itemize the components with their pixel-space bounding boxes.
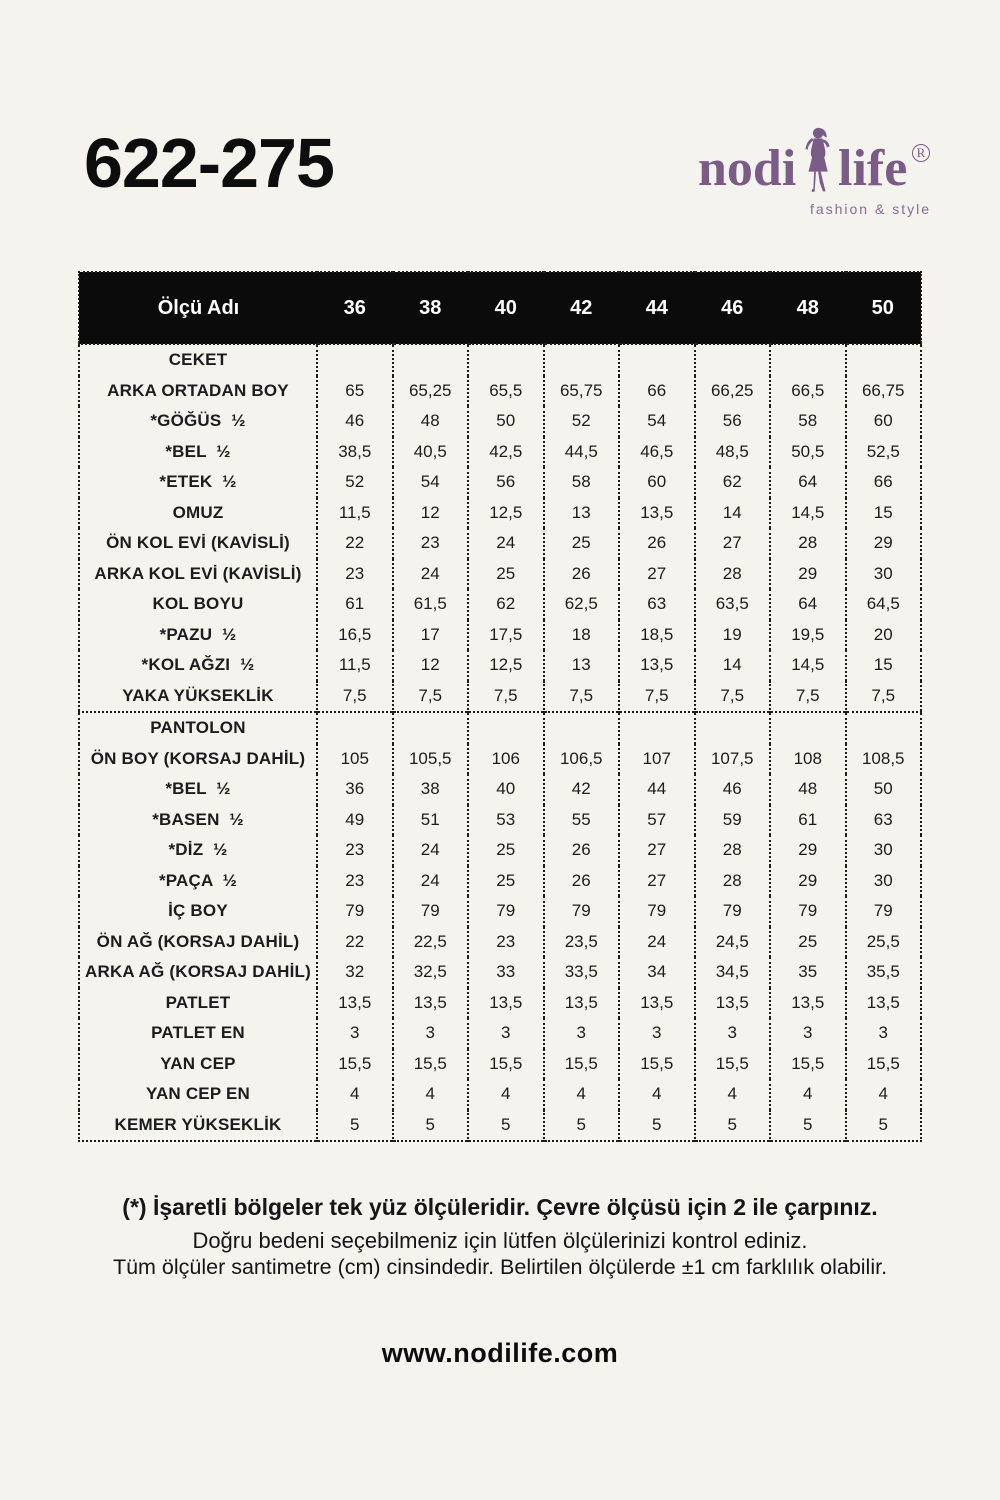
row-value: 23	[393, 528, 469, 559]
empty-cell	[544, 712, 620, 744]
table-row	[79, 988, 921, 1019]
row-value: 105	[317, 744, 393, 775]
row-value: 22	[317, 528, 393, 559]
row-value: 28	[695, 559, 771, 590]
row-value: 29	[770, 835, 846, 866]
row-value: 13,5	[770, 988, 846, 1019]
row-value: 5	[393, 1110, 469, 1142]
row-value: 60	[846, 406, 922, 437]
page-title: 622-275	[84, 124, 334, 202]
row-value: 7,5	[695, 681, 771, 713]
note-units-tolerance: Tüm ölçüler santimetre (cm) cinsindedir. Belirtilen ölçülerde ±1 cm farklılık olabilir.	[112, 1255, 888, 1279]
row-value: 23,5	[544, 927, 620, 958]
row-value: 13	[544, 650, 620, 681]
row-value: 14,5	[770, 650, 846, 681]
row-value: 38	[393, 774, 469, 805]
row-value: 24	[393, 866, 469, 897]
empty-cell	[544, 344, 620, 376]
row-value: 65	[317, 376, 393, 407]
row-value: 20	[846, 620, 922, 651]
empty-cell	[695, 712, 771, 744]
row-value: 5	[544, 1110, 620, 1142]
section-title-row	[79, 344, 921, 376]
row-value: 34	[619, 957, 695, 988]
row-value: 52	[317, 467, 393, 498]
header-size-36: 36	[317, 272, 393, 344]
row-value: 17	[393, 620, 469, 651]
row-value: 53	[468, 805, 544, 836]
row-value: 23	[317, 559, 393, 590]
row-value: 13,5	[317, 988, 393, 1019]
row-value: 15,5	[846, 1049, 922, 1080]
row-value: 24,5	[695, 927, 771, 958]
table-row	[79, 1049, 921, 1080]
row-value: 13	[544, 498, 620, 529]
note-check-measurements: Doğru bedeni seçebilmeniz için lütfen ölçülerinizi kontrol ediniz.	[192, 1228, 808, 1253]
header-size-42: 42	[544, 272, 620, 344]
row-value: 79	[695, 896, 771, 927]
row-value: 79	[770, 896, 846, 927]
row-value: 11,5	[317, 498, 393, 529]
row-value: 34,5	[695, 957, 771, 988]
row-label: ÖN AĞ (KORSAJ DAHİL)	[96, 931, 300, 951]
row-value: 30	[846, 866, 922, 897]
row-value: 15,5	[544, 1049, 620, 1080]
row-value: 44	[619, 774, 695, 805]
row-value: 52,5	[846, 437, 922, 468]
row-value: 12,5	[468, 498, 544, 529]
row-value: 7,5	[468, 681, 544, 713]
row-value: 30	[846, 559, 922, 590]
row-value: 40	[468, 774, 544, 805]
row-value: 19,5	[770, 620, 846, 651]
header-size-50: 50	[846, 272, 922, 344]
row-value: 62	[468, 589, 544, 620]
row-value: 5	[770, 1110, 846, 1142]
table-row	[79, 467, 921, 498]
row-value: 55	[544, 805, 620, 836]
row-value: 5	[317, 1110, 393, 1142]
row-label: *PAÇA ½	[158, 870, 238, 890]
row-value: 5	[846, 1110, 922, 1142]
row-value: 27	[619, 866, 695, 897]
row-value: 18,5	[619, 620, 695, 651]
row-value: 7,5	[846, 681, 922, 713]
row-value: 40,5	[393, 437, 469, 468]
row-value: 7,5	[770, 681, 846, 713]
empty-cell	[468, 712, 544, 744]
header-size-44: 44	[619, 272, 695, 344]
row-value: 42,5	[468, 437, 544, 468]
row-label: YAN CEP	[160, 1053, 236, 1073]
empty-cell	[317, 344, 393, 376]
row-value: 106,5	[544, 744, 620, 775]
table-row	[79, 589, 921, 620]
row-value: 57	[619, 805, 695, 836]
row-value: 18	[544, 620, 620, 651]
row-value: 64	[770, 467, 846, 498]
row-value: 35	[770, 957, 846, 988]
row-value: 25	[544, 528, 620, 559]
row-value: 12	[393, 650, 469, 681]
empty-cell	[770, 712, 846, 744]
row-value: 29	[770, 559, 846, 590]
row-value: 56	[695, 406, 771, 437]
row-label: *GÖĞÜS ½	[150, 411, 246, 431]
row-label: İÇ BOY	[168, 901, 228, 921]
section-title: PANTOLON	[79, 712, 317, 744]
row-value: 22	[317, 927, 393, 958]
row-value: 15,5	[393, 1049, 469, 1080]
size-table-body	[79, 344, 921, 1141]
row-value: 60	[619, 467, 695, 498]
row-value: 50	[468, 406, 544, 437]
row-value: 24	[393, 835, 469, 866]
row-value: 79	[317, 896, 393, 927]
row-value: 66,75	[846, 376, 922, 407]
brand-logo	[698, 122, 933, 217]
row-value: 28	[770, 528, 846, 559]
row-value: 15,5	[770, 1049, 846, 1080]
row-value: 15,5	[468, 1049, 544, 1080]
row-label: YAN CEP EN	[145, 1084, 251, 1104]
woman-silhouette-icon	[801, 127, 837, 197]
row-label: *PAZU ½	[159, 624, 237, 644]
row-label: ARKA AĞ (KORSAJ DAHİL)	[84, 962, 312, 982]
header-size-40: 40	[468, 272, 544, 344]
row-value: 30	[846, 835, 922, 866]
row-value: 27	[619, 559, 695, 590]
row-label: *DİZ ½	[168, 840, 228, 860]
row-value: 13,5	[846, 988, 922, 1019]
row-value: 64	[770, 589, 846, 620]
empty-cell	[468, 344, 544, 376]
row-value: 24	[393, 559, 469, 590]
row-value: 50	[846, 774, 922, 805]
row-value: 79	[393, 896, 469, 927]
row-value: 61,5	[393, 589, 469, 620]
table-row	[79, 559, 921, 590]
row-value: 46	[695, 774, 771, 805]
row-value: 4	[619, 1079, 695, 1110]
row-value: 14	[695, 650, 771, 681]
row-value: 52	[544, 406, 620, 437]
row-value: 26	[544, 559, 620, 590]
row-value: 63	[619, 589, 695, 620]
row-value: 66	[846, 467, 922, 498]
row-value: 32,5	[393, 957, 469, 988]
empty-cell	[619, 712, 695, 744]
row-label: KEMER YÜKSEKLİK	[114, 1114, 282, 1134]
row-value: 14,5	[770, 498, 846, 529]
section-title-row	[79, 712, 921, 744]
row-value: 13,5	[619, 650, 695, 681]
row-value: 7,5	[317, 681, 393, 713]
table-row	[79, 681, 921, 713]
empty-cell	[619, 344, 695, 376]
row-value: 13,5	[468, 988, 544, 1019]
row-label: *KOL AĞZI ½	[141, 655, 255, 675]
empty-cell	[770, 344, 846, 376]
row-label: ARKA KOL EVİ (KAVİSLİ)	[94, 563, 302, 583]
empty-cell	[846, 712, 922, 744]
row-value: 61	[770, 805, 846, 836]
row-label: *ETEK ½	[159, 472, 237, 492]
row-value: 107,5	[695, 744, 771, 775]
empty-cell	[695, 344, 771, 376]
table-row	[79, 1018, 921, 1049]
row-value: 58	[770, 406, 846, 437]
row-value: 49	[317, 805, 393, 836]
row-value: 4	[317, 1079, 393, 1110]
row-value: 27	[695, 528, 771, 559]
row-value: 36	[317, 774, 393, 805]
website-url: www.nodilife.com	[381, 1338, 619, 1368]
table-row	[79, 896, 921, 927]
row-value: 25	[468, 866, 544, 897]
empty-cell	[846, 344, 922, 376]
row-value: 35,5	[846, 957, 922, 988]
row-value: 108,5	[846, 744, 922, 775]
row-value: 3	[468, 1018, 544, 1049]
row-value: 25	[468, 835, 544, 866]
empty-cell	[393, 344, 469, 376]
row-value: 65,5	[468, 376, 544, 407]
row-value: 3	[695, 1018, 771, 1049]
row-value: 64,5	[846, 589, 922, 620]
row-value: 66,5	[770, 376, 846, 407]
row-value: 4	[846, 1079, 922, 1110]
row-value: 63	[846, 805, 922, 836]
row-value: 5	[468, 1110, 544, 1142]
row-value: 15	[846, 498, 922, 529]
row-value: 32	[317, 957, 393, 988]
row-value: 25	[770, 927, 846, 958]
row-value: 3	[544, 1018, 620, 1049]
row-value: 11,5	[317, 650, 393, 681]
row-value: 3	[317, 1018, 393, 1049]
row-value: 79	[619, 896, 695, 927]
row-value: 25,5	[846, 927, 922, 958]
row-value: 106	[468, 744, 544, 775]
row-value: 27	[619, 835, 695, 866]
row-value: 108	[770, 744, 846, 775]
brand-nodi-text: nodi	[698, 140, 797, 197]
row-value: 22,5	[393, 927, 469, 958]
row-value: 25	[468, 559, 544, 590]
row-value: 28	[695, 835, 771, 866]
registered-trademark-icon: R	[912, 144, 930, 162]
row-value: 13,5	[544, 988, 620, 1019]
table-row	[79, 957, 921, 988]
row-label: KOL BOYU	[152, 594, 244, 614]
row-value: 23	[317, 835, 393, 866]
table-row	[79, 774, 921, 805]
row-value: 24	[619, 927, 695, 958]
table-row	[79, 866, 921, 897]
row-label: PATLET EN	[151, 1023, 245, 1043]
table-row	[79, 498, 921, 529]
row-value: 4	[544, 1079, 620, 1110]
row-value: 48	[770, 774, 846, 805]
row-value: 79	[468, 896, 544, 927]
row-value: 44,5	[544, 437, 620, 468]
row-value: 61	[317, 589, 393, 620]
row-value: 48	[393, 406, 469, 437]
table-row	[79, 376, 921, 407]
row-value: 46	[317, 406, 393, 437]
row-value: 79	[544, 896, 620, 927]
row-value: 26	[619, 528, 695, 559]
row-label: ÖN BOY (KORSAJ DAHİL)	[90, 748, 306, 768]
row-value: 26	[544, 866, 620, 897]
row-value: 62,5	[544, 589, 620, 620]
row-value: 28	[695, 866, 771, 897]
row-value: 50,5	[770, 437, 846, 468]
row-label: ARKA ORTADAN BOY	[107, 380, 289, 400]
header-measure-label: Ölçü Adı	[79, 272, 317, 344]
row-label: *BEL ½	[165, 441, 231, 461]
header-row	[79, 272, 921, 344]
row-value: 105,5	[393, 744, 469, 775]
row-value: 65,75	[544, 376, 620, 407]
row-label: *BEL ½	[165, 779, 231, 799]
row-value: 3	[770, 1018, 846, 1049]
table-row	[79, 1079, 921, 1110]
note-asterisk-explanation: (*) İşaretli bölgeler tek yüz ölçüleridir. Çevre ölçüsü için 2 ile çarpınız.	[122, 1194, 878, 1220]
row-value: 17,5	[468, 620, 544, 651]
table-row	[79, 744, 921, 775]
table-row	[79, 835, 921, 866]
row-label: PATLET	[165, 992, 231, 1012]
header-size-38: 38	[393, 272, 469, 344]
brand-life-text: life	[838, 140, 908, 197]
row-value: 79	[846, 896, 922, 927]
row-value: 3	[619, 1018, 695, 1049]
row-value: 5	[619, 1110, 695, 1142]
row-value: 5	[695, 1110, 771, 1142]
row-value: 15	[846, 650, 922, 681]
brand-tagline: fashion & style	[809, 201, 931, 217]
row-value: 4	[770, 1079, 846, 1110]
row-value: 38,5	[317, 437, 393, 468]
row-value: 24	[468, 528, 544, 559]
row-value: 62	[695, 467, 771, 498]
row-value: 29	[846, 528, 922, 559]
header-size-46: 46	[695, 272, 771, 344]
row-label: YAKA YÜKSEKLİK	[122, 685, 274, 705]
table-row	[79, 620, 921, 651]
row-value: 13,5	[695, 988, 771, 1019]
row-value: 7,5	[544, 681, 620, 713]
row-value: 54	[393, 467, 469, 498]
row-value: 66	[619, 376, 695, 407]
row-value: 15,5	[317, 1049, 393, 1080]
row-value: 54	[619, 406, 695, 437]
table-row	[79, 1110, 921, 1142]
row-value: 19	[695, 620, 771, 651]
row-value: 4	[695, 1079, 771, 1110]
row-value: 13,5	[619, 988, 695, 1019]
size-table-header	[79, 272, 921, 344]
row-value: 58	[544, 467, 620, 498]
header-size-48: 48	[770, 272, 846, 344]
row-value: 42	[544, 774, 620, 805]
row-value: 4	[468, 1079, 544, 1110]
row-value: 29	[770, 866, 846, 897]
row-value: 7,5	[393, 681, 469, 713]
row-value: 23	[468, 927, 544, 958]
table-row	[79, 927, 921, 958]
row-value: 23	[317, 866, 393, 897]
row-value: 107	[619, 744, 695, 775]
row-value: 33,5	[544, 957, 620, 988]
row-value: 3	[393, 1018, 469, 1049]
row-value: 48,5	[695, 437, 771, 468]
row-value: 7,5	[619, 681, 695, 713]
row-value: 15,5	[695, 1049, 771, 1080]
table-row	[79, 528, 921, 559]
size-table	[78, 271, 922, 1142]
table-row	[79, 650, 921, 681]
empty-cell	[317, 712, 393, 744]
row-label: OMUZ	[172, 502, 224, 522]
row-value: 65,25	[393, 376, 469, 407]
table-row	[79, 406, 921, 437]
empty-cell	[393, 712, 469, 744]
row-value: 66,25	[695, 376, 771, 407]
row-value: 12,5	[468, 650, 544, 681]
row-label: *BASEN ½	[152, 809, 244, 829]
row-value: 15,5	[619, 1049, 695, 1080]
row-value: 12	[393, 498, 469, 529]
row-value: 63,5	[695, 589, 771, 620]
row-value: 4	[393, 1079, 469, 1110]
table-row	[79, 805, 921, 836]
row-value: 46,5	[619, 437, 695, 468]
row-value: 16,5	[317, 620, 393, 651]
section-title: CEKET	[168, 350, 228, 370]
row-value: 13,5	[619, 498, 695, 529]
table-row	[79, 437, 921, 468]
row-value: 14	[695, 498, 771, 529]
row-value: 59	[695, 805, 771, 836]
row-label: ÖN KOL EVİ (KAVİSLİ)	[106, 533, 290, 553]
row-value: 13,5	[393, 988, 469, 1019]
row-value: 56	[468, 467, 544, 498]
row-value: 33	[468, 957, 544, 988]
row-value: 26	[544, 835, 620, 866]
row-value: 51	[393, 805, 469, 836]
row-value: 3	[846, 1018, 922, 1049]
